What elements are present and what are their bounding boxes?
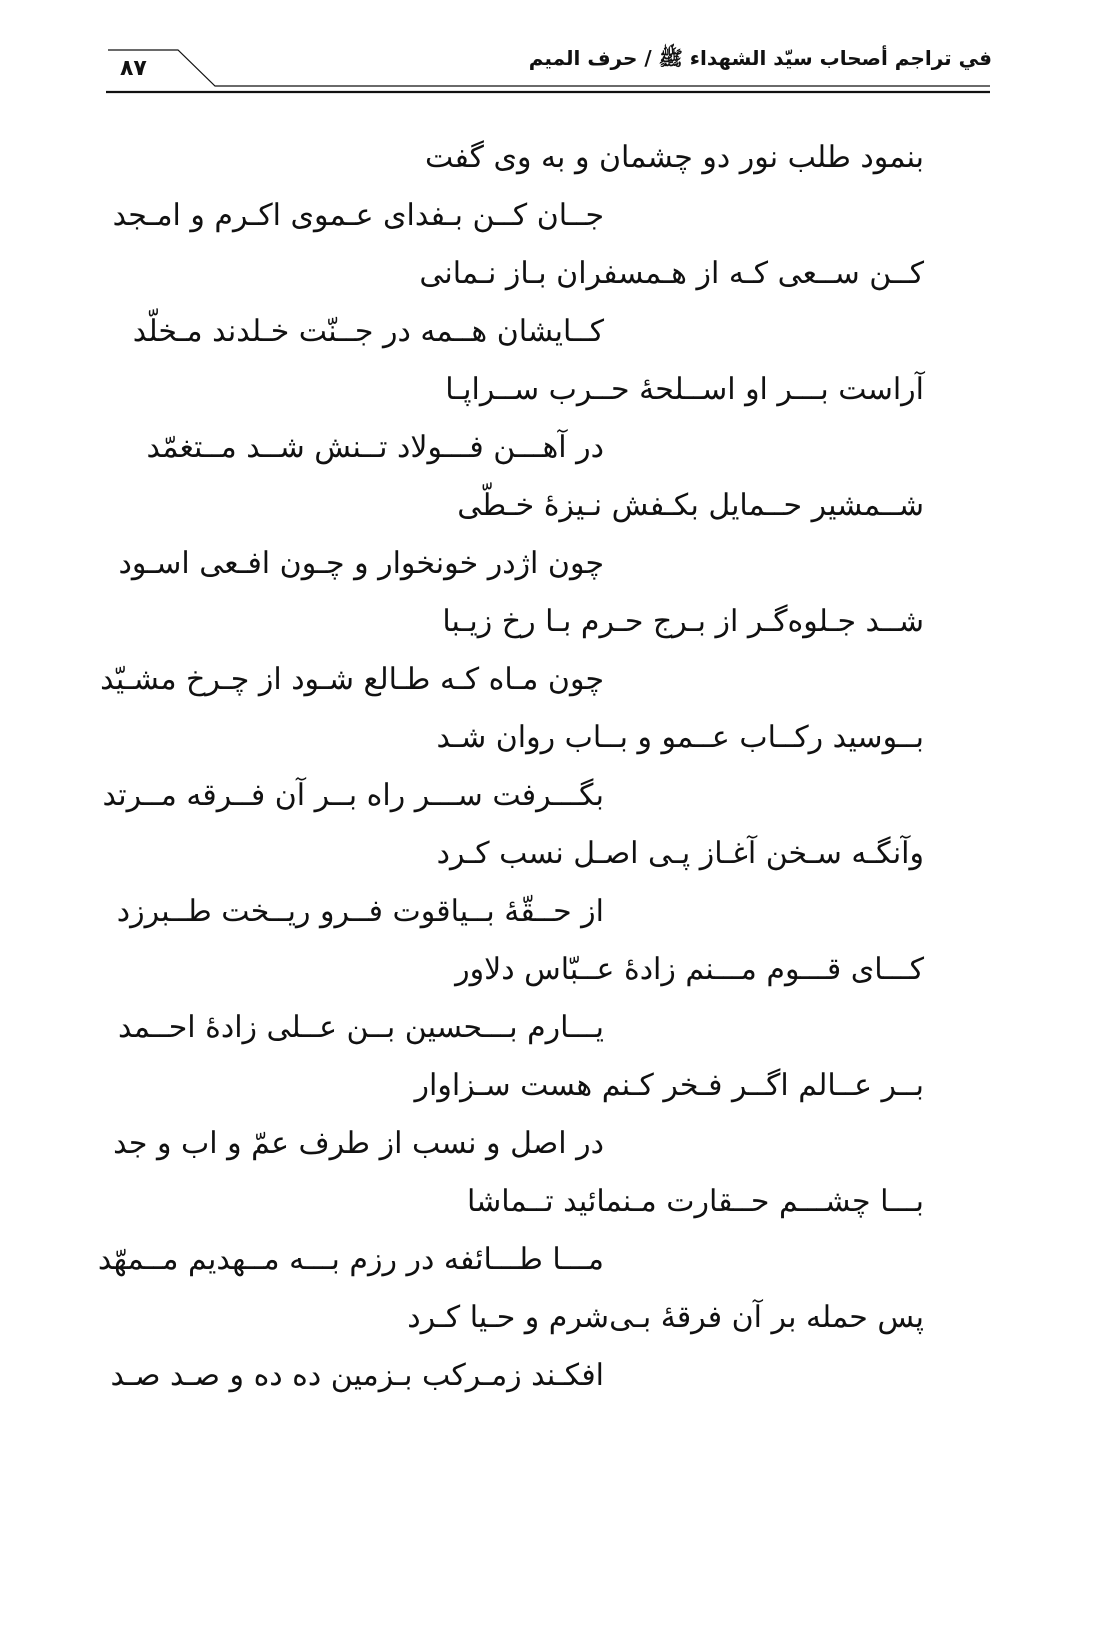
verse-line: مـــا طـــائفه در رزم بـــه مــهدیم مــمهّد bbox=[97, 1242, 604, 1277]
verse-line: بــوسید رکــاب عــمو و بــاب روان شـد bbox=[436, 720, 924, 755]
page-number: ۸۷ bbox=[120, 56, 147, 81]
verse-line: شــمشیر حــمایل بکـفش نـیزهٔ خـطّی bbox=[457, 488, 924, 523]
verse-line: بگـــرفت ســـر راه بــر آن فــرقه مــرتد bbox=[102, 778, 604, 813]
verse-line: کـــای قـــوم مـــنم زادهٔ عــبّاس دلاور bbox=[455, 952, 924, 987]
verse-line: در آهـــن فـــولاد تــنش شــد مــتغمّد bbox=[146, 430, 604, 465]
verse-line: بــر عــالم اگــر فـخر کـنم هست سـزاوار bbox=[414, 1068, 924, 1103]
verse-line: در اصل و نسب از طرف عمّ و اب و جد bbox=[113, 1126, 604, 1161]
verse-line: کــن ســعی کـه از هـمسفران بـاز نـمانی bbox=[419, 256, 924, 291]
verse-line: آراست بـــر او اســلحهٔ حــرب ســراپـا bbox=[445, 372, 924, 407]
verse-line: از حــقّهٔ بــیاقوت فــرو ریــخت طــبرزد bbox=[116, 894, 604, 929]
verse-line: یـــارم بـــحسین بــن عــلی زادهٔ احــمد bbox=[118, 1010, 604, 1045]
verse-line: شــد جـلوه‌گـر از بـرج حـرم بـا رخ زیـبا bbox=[442, 604, 924, 639]
verse-line: کــایشان هــمه در جــنّت خـلدند مـخلّد bbox=[132, 314, 604, 349]
verse-line: چون مـاه کـه طـالع شـود از چـرخ مشـیّد bbox=[100, 662, 604, 697]
running-header-title: في تراجم أصحاب سيّد الشهداء ﷺ / حرف الميم bbox=[528, 46, 992, 70]
verse-line: افکـند زمـرکب بـزمین ده ده و صـد صـد bbox=[110, 1358, 604, 1393]
verse-line: وآنگـه سـخن آغـاز پـی اصـل نسب کـرد bbox=[436, 836, 924, 871]
verse-line: چون اژدر خونخوار و چـون افـعی اسـود bbox=[118, 546, 604, 581]
verse-line: جــان کــن بـفدای عـموی اکـرم و امـجد bbox=[112, 198, 604, 233]
verse-line: بنمود طلب نور دو چشمان و به وی گفت bbox=[425, 140, 924, 175]
verse-line: پس حمله بر آن فرقهٔ بـی‌شرم و حـیا کـرد bbox=[407, 1300, 924, 1335]
verse-line: بـــا چشـــم حــقارت مـنمائید تــماشا bbox=[466, 1184, 924, 1219]
